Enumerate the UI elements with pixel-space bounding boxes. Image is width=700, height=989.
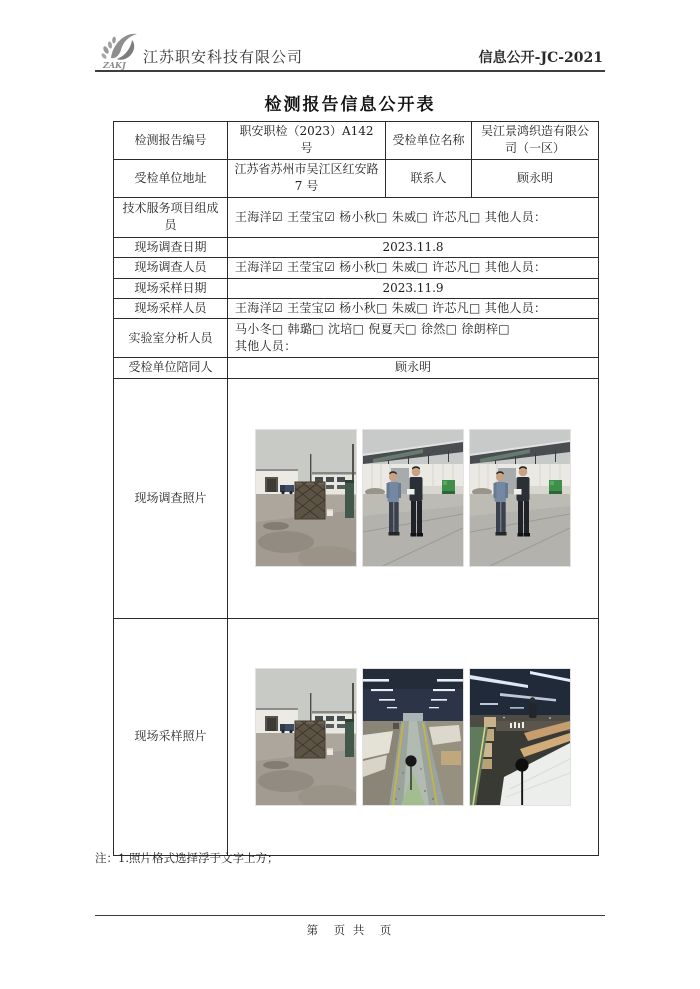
table-row bbox=[114, 122, 599, 160]
weaving-workshop-sound-meter-photo bbox=[470, 669, 570, 805]
sampling-date-label: 现场采样日期 bbox=[114, 278, 228, 298]
table-row bbox=[114, 378, 599, 618]
survey-photo-strip bbox=[228, 430, 598, 566]
footer-rule bbox=[95, 915, 605, 916]
survey-staff-label: 现场调查人员 bbox=[114, 258, 228, 278]
company-logo-icon bbox=[97, 28, 149, 70]
team-members-checkboxes: 王海洋☑ 王莹宝☑ 杨小秋□ 朱威□ 许芯凡□ 其他人员： bbox=[228, 197, 599, 237]
page-title: 检测报告信息公开表 bbox=[264, 95, 436, 115]
sampling-photo-strip bbox=[228, 669, 598, 805]
survey-staff-checkboxes: 王海洋☑ 王莹宝☑ 杨小秋□ 朱威□ 许芯凡□ 其他人员： bbox=[228, 258, 599, 278]
lab-staff-checkboxes bbox=[228, 319, 599, 358]
unit-addr-value: 江苏省苏州市吴江区红安路7 号 bbox=[228, 159, 386, 197]
unit-name-value: 吴江景鸿织造有限公司（一区） bbox=[472, 122, 599, 160]
lab-staff-label: 实验室分析人员 bbox=[114, 319, 228, 358]
table-row bbox=[114, 237, 599, 257]
survey-date-value: 2023.11.8 bbox=[228, 237, 599, 257]
table-row bbox=[114, 618, 599, 855]
factory-visit-two-men-photo bbox=[363, 430, 463, 566]
sampling-photos-cell bbox=[228, 618, 599, 855]
disclosure-form-table bbox=[113, 121, 599, 856]
factory-yard-photo bbox=[256, 430, 356, 566]
contact-label: 联系人 bbox=[386, 159, 472, 197]
sampling-photos-label: 现场采样照片 bbox=[114, 618, 228, 855]
company-name: 江苏职安科技有限公司 bbox=[143, 48, 304, 66]
table-row bbox=[114, 278, 599, 298]
table-row bbox=[114, 197, 599, 237]
unit-name-label: 受检单位名称 bbox=[386, 122, 472, 160]
page-header bbox=[95, 28, 605, 72]
sampling-staff-checkboxes: 王海洋☑ 王莹宝☑ 杨小秋□ 朱威□ 许芯凡□ 其他人员： bbox=[228, 298, 599, 318]
team-label: 技术服务项目组成员 bbox=[114, 197, 228, 237]
contact-value: 顾永明 bbox=[472, 159, 599, 197]
report-no-value: 职安职检（2023）A142 号 bbox=[228, 122, 386, 160]
table-row bbox=[114, 298, 599, 318]
document-number: 信息公开-JC-2021 bbox=[478, 50, 603, 66]
escort-value: 顾永明 bbox=[228, 358, 599, 378]
svg-text:ZAKJ: ZAKJ bbox=[103, 60, 126, 70]
sampling-staff-label: 现场采样人员 bbox=[114, 298, 228, 318]
sampling-date-value: 2023.11.9 bbox=[228, 278, 599, 298]
footer-page-number: 第 页 共 页 bbox=[306, 923, 394, 937]
table-row bbox=[114, 319, 599, 358]
table-row bbox=[114, 358, 599, 378]
factory-visit-two-men-photo bbox=[470, 430, 570, 566]
lab-staff-line1: 马小冬□ 韩璐□ 沈培□ 倪夏天□ 徐然□ 徐朗梓□ bbox=[235, 321, 510, 336]
report-no-label: 检测报告编号 bbox=[114, 122, 228, 160]
factory-yard-photo bbox=[256, 669, 356, 805]
table-row bbox=[114, 159, 599, 197]
survey-photos-label: 现场调查照片 bbox=[114, 378, 228, 618]
table-row bbox=[114, 258, 599, 278]
lab-staff-line2: 其他人员： bbox=[235, 339, 297, 354]
footnote: 注：1.照片格式选择浮于文字上方； bbox=[95, 851, 279, 865]
weaving-workshop-aisle-photo bbox=[363, 669, 463, 805]
survey-date-label: 现场调查日期 bbox=[114, 237, 228, 257]
escort-label: 受检单位陪同人 bbox=[114, 358, 228, 378]
survey-photos-cell bbox=[228, 378, 599, 618]
unit-addr-label: 受检单位地址 bbox=[114, 159, 228, 197]
